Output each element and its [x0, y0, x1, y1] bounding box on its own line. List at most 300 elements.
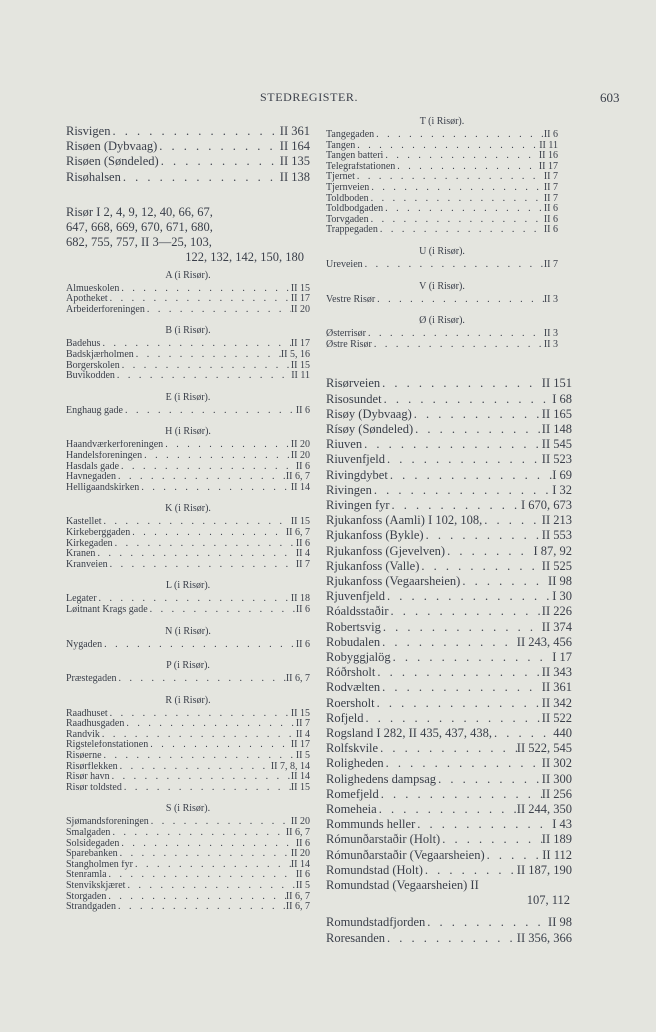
entry-reference: II 15 — [290, 517, 310, 528]
entry-name: Badehus — [66, 339, 101, 350]
dot-leader — [384, 756, 542, 771]
entry-name: Almueskolen — [66, 283, 120, 294]
entry-name: Storgaden — [66, 891, 107, 902]
index-entry — [66, 709, 310, 720]
index-entry — [66, 305, 310, 316]
entry-line: Romundstad (Vegaarsheien) II — [326, 878, 479, 893]
section-heading: A (i Risør). — [165, 269, 211, 281]
dot-leader — [119, 284, 291, 295]
dot-leader — [382, 392, 553, 407]
index-entry — [326, 513, 572, 528]
dot-leader — [445, 544, 533, 559]
section-heading: H (i Risør). — [165, 426, 211, 438]
index-entry — [326, 650, 572, 665]
entry-reference: II 11 — [539, 140, 558, 151]
entry-reference: 440 — [553, 725, 572, 740]
index-entry — [326, 696, 572, 711]
section-heading: R (i Risør). — [165, 694, 211, 706]
entry-reference: II 20 — [290, 304, 310, 315]
index-entry — [66, 751, 310, 762]
dot-leader — [142, 451, 291, 462]
dot-leader — [395, 162, 539, 173]
index-entry — [326, 392, 572, 407]
dot-leader — [362, 437, 542, 452]
entry-reference: II 17 — [538, 161, 558, 172]
entry-name: Rivingen — [326, 482, 372, 497]
index-entry — [326, 680, 572, 695]
entry-name: Rjukanfoss (Aamli) I 102, 108, — [326, 513, 483, 528]
entry-reference: II 6, 7 — [285, 527, 310, 538]
dot-leader — [116, 902, 286, 913]
dot-leader — [133, 860, 291, 871]
dot-leader — [148, 740, 291, 751]
entry-name: Stenramla — [66, 870, 107, 881]
dot-leader — [95, 549, 295, 560]
entry-name: Rivingen fyr — [326, 497, 390, 512]
entry-name: Risørveien — [326, 376, 381, 391]
risor-entry-line: 647, 668, 669, 670, 671, 680, — [66, 220, 213, 235]
risor-entry-line: 682, 755, 757, II 3—25, 103, — [66, 235, 212, 250]
entry-name: Tangegaden — [326, 130, 375, 140]
entry-reference: II 18 — [290, 594, 310, 605]
entry-reference: II 7 — [295, 719, 310, 730]
dot-leader — [108, 709, 291, 720]
index-entry — [66, 339, 310, 350]
entry-reference: II 6 — [543, 130, 558, 140]
entry-name: Rogsland I 282, II 435, 437, 438, — [326, 725, 492, 740]
entry-name: Ureveien — [326, 259, 363, 270]
section-heading: U (i Risør). — [419, 245, 465, 257]
index-entry — [66, 860, 310, 871]
index-entry — [326, 528, 572, 543]
index-entry — [66, 762, 310, 773]
entry-reference: I 43 — [552, 817, 572, 832]
entry-reference: II 374 — [541, 619, 572, 634]
index-entry — [326, 376, 572, 391]
index-entry — [326, 194, 558, 205]
dot-leader — [375, 295, 544, 306]
entry-name: Buvikodden — [66, 371, 115, 382]
index-entry — [326, 817, 572, 832]
entry-name: Roersholt — [326, 695, 375, 710]
dot-leader — [378, 741, 517, 756]
entry-reference: I 68 — [552, 391, 572, 406]
dot-leader — [355, 172, 544, 183]
risor-entry — [66, 205, 310, 266]
index-entry — [66, 154, 310, 169]
index-entry — [66, 462, 310, 473]
entry-reference: II 6, 7 — [285, 891, 310, 902]
index-entry — [326, 130, 558, 141]
dot-leader — [119, 462, 296, 473]
section-heading: L (i Risør). — [165, 580, 211, 592]
entry-name: Riuvenfjeld — [326, 452, 386, 467]
dot-leader — [385, 589, 552, 604]
entry-name: Rommunds heller — [326, 817, 416, 832]
entry-reference: II 553 — [541, 528, 572, 543]
index-entry — [66, 730, 310, 741]
dot-leader — [412, 407, 542, 422]
index-entry — [326, 711, 572, 726]
entry-name: Rofjeld — [326, 710, 364, 725]
entry-reference: II 7 — [543, 193, 558, 204]
index-entry — [66, 549, 310, 560]
index-entry — [66, 170, 310, 185]
index-entry — [66, 839, 310, 850]
index-entry — [326, 863, 572, 878]
index-entry — [326, 172, 558, 183]
entry-reference: II 7 — [543, 182, 558, 193]
index-entry — [66, 817, 310, 828]
entry-name: Róðrsholt — [326, 665, 376, 680]
running-header-title: STEDREGISTER. — [260, 90, 359, 104]
entry-reference: II 361 — [541, 680, 572, 695]
entry-reference: II 244, 350 — [516, 802, 572, 816]
entry-reference: II 6 — [295, 461, 310, 472]
dot-leader — [115, 371, 291, 382]
entry-reference: II 7 — [295, 559, 310, 570]
dot-leader — [364, 711, 542, 726]
entry-name: Østerrisør — [326, 329, 366, 340]
entry-reference: II 14 — [290, 859, 310, 870]
index-entry — [326, 340, 558, 351]
entry-name: Romeheia — [326, 802, 377, 816]
entry-name: Risøhalsen — [66, 169, 121, 184]
dot-leader — [380, 635, 517, 650]
index-entry — [66, 828, 310, 839]
index-entry — [66, 294, 310, 305]
entry-name: Romundstad (Holt) — [326, 862, 423, 877]
index-entry — [66, 849, 310, 860]
index-entry — [66, 517, 310, 528]
entry-name: Hasdals gade — [66, 461, 120, 472]
dot-leader — [145, 305, 291, 316]
index-entry — [326, 329, 558, 340]
dot-leader — [118, 762, 271, 773]
entry-reference: II 4 — [295, 729, 310, 740]
index-entry — [326, 295, 558, 306]
entry-name: Robertsvig — [326, 619, 381, 634]
dot-leader — [385, 452, 542, 467]
entry-name: Rodvælten — [326, 680, 381, 695]
dot-leader — [123, 406, 296, 417]
left-top-entries — [66, 124, 310, 185]
entry-name: Rjukanfoss (Valle) — [326, 558, 420, 573]
index-entry — [326, 544, 572, 559]
entry-name: Róaldsstaðir — [326, 604, 389, 619]
index-entry — [66, 870, 310, 881]
index-entry — [66, 740, 310, 751]
entry-name: Tjernet — [326, 172, 355, 183]
entry-reference: II 6 — [543, 204, 558, 215]
dot-leader — [117, 674, 286, 685]
entry-name: Rísøy (Søndeled) — [326, 421, 414, 436]
entry-reference: I 69 — [552, 467, 572, 482]
entry-name: Risøen (Søndeled) — [66, 154, 159, 169]
index-entry — [66, 361, 310, 372]
dot-leader — [97, 594, 291, 605]
section-heading: T (i Risør). — [419, 116, 465, 127]
section-heading: Ø (i Risør). — [419, 315, 465, 327]
entry-name: Rjukanfoss (Bykle) — [326, 528, 424, 543]
entry-name: Torvgaden — [326, 214, 369, 225]
index-entry — [66, 881, 310, 892]
dot-leader — [130, 528, 286, 539]
dot-leader — [100, 730, 296, 741]
entry-reference: II 151 — [541, 376, 572, 391]
index-entry — [326, 422, 572, 437]
entry-name: Risvigen — [66, 124, 111, 138]
entry-reference: II 3 — [543, 294, 558, 305]
risor-entry-line: 122, 132, 142, 150, 180 — [185, 250, 304, 265]
entry-name: Tangen — [326, 140, 356, 151]
index-entry — [66, 472, 310, 483]
dot-leader — [148, 605, 296, 616]
section-heading: S (i Risør). — [165, 803, 211, 815]
entry-name: Toldboden — [326, 193, 369, 204]
dot-leader — [110, 124, 279, 139]
entry-name: Kranen — [66, 549, 96, 560]
entry-reference: I 17 — [552, 649, 572, 664]
index-entry — [326, 498, 572, 513]
index-entry — [326, 483, 572, 498]
entry-reference: II 6, 7 — [285, 674, 310, 685]
entry-name: Rolighedens dampsag — [326, 771, 437, 786]
entry-reference: II 525 — [541, 558, 572, 573]
entry-name: Telegrafstationen — [326, 161, 396, 172]
dot-leader — [375, 696, 542, 711]
entry-reference: II 15 — [290, 360, 310, 371]
entry-name: Trappegaden — [326, 225, 378, 236]
dot-leader — [372, 483, 552, 498]
entry-reference: II 17 — [290, 740, 310, 751]
index-entry — [326, 741, 572, 756]
section-heading: B (i Risør). — [165, 325, 211, 337]
dot-leader — [436, 772, 542, 787]
entry-reference: II 6 — [543, 225, 558, 236]
dot-leader — [460, 574, 548, 589]
entry-reference: II 7 — [543, 259, 558, 270]
entry-reference: II 213 — [541, 513, 572, 528]
entry-name: Nygaden — [66, 639, 103, 650]
entry-name: Rómunðarstaðir (Vegaarsheien) — [326, 847, 485, 862]
dot-leader — [116, 472, 286, 483]
index-entry — [66, 350, 310, 361]
index-entry — [326, 787, 572, 802]
dot-leader — [118, 849, 291, 860]
entry-name: Stangholmen fyr — [66, 859, 133, 870]
entry-name: Løitnant Krags gade — [66, 604, 148, 615]
index-entry — [326, 162, 558, 173]
entry-reference: II 11 — [291, 371, 310, 382]
entry-reference: II 6 — [543, 214, 558, 225]
entry-reference: II 98 — [548, 915, 572, 930]
section-heading: V (i Risør). — [419, 280, 465, 292]
entry-reference: II 20 — [290, 440, 310, 451]
index-entry — [66, 594, 310, 605]
dot-leader — [113, 539, 296, 550]
section-heading: E (i Risør). — [165, 391, 211, 403]
index-entry — [66, 772, 310, 783]
entry-name: Kranveien — [66, 559, 108, 570]
entry-reference: II 3 — [543, 339, 558, 350]
entry-name: Rjukanfoss (Gjevelven) — [326, 543, 446, 558]
entry-name: Risørflekken — [66, 761, 118, 772]
index-entry — [326, 151, 558, 162]
entry-reference: II 16 — [538, 151, 558, 162]
dot-leader — [369, 194, 544, 205]
entry-name: Sjømandsforeningen — [66, 817, 149, 828]
entry-reference: II 6 — [295, 838, 310, 849]
dot-leader — [380, 376, 542, 391]
entry-reference: II 6 — [295, 604, 310, 615]
entry-reference: II 6, 7 — [285, 902, 310, 913]
dot-leader — [378, 225, 544, 236]
entry-name: Smalgaden — [66, 828, 111, 839]
dot-leader — [424, 528, 542, 543]
dot-leader — [100, 339, 290, 350]
index-entry — [326, 452, 572, 467]
entry-reference: II 138 — [279, 169, 310, 184]
index-entry — [326, 407, 572, 422]
entry-name: Legater — [66, 594, 97, 605]
index-entry — [326, 915, 572, 930]
entry-reference: II 226 — [541, 604, 572, 619]
dot-leader — [119, 839, 296, 850]
index-entry — [326, 589, 572, 604]
dot-leader — [108, 560, 296, 571]
entry-name: Riuven — [326, 437, 363, 452]
dot-leader — [374, 130, 544, 141]
index-entry — [66, 892, 310, 903]
dot-leader — [139, 483, 291, 494]
dot-leader — [440, 832, 542, 847]
dot-leader — [419, 559, 541, 574]
entry-name: Raadhuset — [66, 708, 108, 719]
index-entry — [326, 635, 572, 650]
index-entry — [326, 832, 572, 847]
dot-leader — [383, 151, 538, 162]
entry-reference: II 17 — [290, 339, 310, 350]
entry-name: Risøy (Dybvaag) — [326, 406, 412, 421]
index-entry — [326, 931, 572, 946]
dot-leader — [372, 340, 544, 351]
entry-reference: II 98 — [548, 573, 572, 588]
entry-reference: II 6, 7 — [285, 828, 310, 839]
entry-reference: II 20 — [290, 817, 310, 828]
entry-name: Badskjærholmen — [66, 350, 134, 360]
index-entry — [326, 665, 572, 680]
index-entry — [66, 605, 310, 616]
romundstad-vegaarsheien-entry — [326, 878, 572, 908]
right-sections — [326, 116, 572, 350]
entry-name: Stenvikskjæret — [66, 881, 126, 891]
entry-name: Enghaug gade — [66, 405, 123, 416]
index-entry — [66, 560, 310, 571]
dot-leader — [383, 204, 544, 215]
risor-entry-line: Risør I 2, 4, 9, 12, 40, 66, 67, — [66, 204, 213, 219]
entry-reference: II 361 — [279, 124, 310, 138]
entry-name: Tangen batteri — [326, 151, 384, 162]
dot-leader — [385, 931, 517, 946]
entry-reference: II 5, 16 — [280, 350, 310, 360]
entry-reference: II 4 — [295, 549, 310, 560]
entry-reference: II 6 — [295, 538, 310, 549]
dot-leader — [482, 513, 542, 528]
entry-name: Risøerne — [66, 751, 102, 762]
entry-name: Risør havn — [66, 772, 110, 783]
page-number: 603 — [600, 90, 620, 105]
index-entry — [66, 440, 310, 451]
entry-name: Handelsforeningen — [66, 450, 143, 461]
section-heading: K (i Risør). — [165, 503, 211, 515]
section-heading: N (i Risør). — [165, 625, 211, 637]
dot-leader — [413, 422, 542, 437]
entry-reference: II 545 — [541, 437, 572, 452]
entry-name: Apotheket — [66, 294, 108, 305]
entry-name: Rómunðarstaðir (Holt) — [326, 832, 441, 847]
entry-reference: II 165 — [541, 406, 572, 421]
dot-leader — [110, 772, 291, 783]
dot-leader — [363, 260, 544, 271]
dot-leader — [102, 640, 296, 651]
index-entry — [66, 674, 310, 685]
right-column — [326, 116, 572, 946]
entry-reference: I 30 — [552, 589, 572, 604]
entry-name: Rjukanfoss (Vegaarsheien) — [326, 573, 461, 588]
index-entry — [66, 406, 310, 417]
entry-name: Rivingdybet — [326, 467, 388, 482]
index-entry — [66, 539, 310, 550]
dot-leader — [415, 817, 552, 832]
entry-reference: II 189 — [541, 832, 572, 847]
dot-leader — [423, 863, 517, 878]
entry-line: 107, 112 — [526, 893, 570, 908]
dot-leader — [163, 440, 291, 451]
dot-leader — [380, 680, 542, 695]
entry-reference: II 7, 8, 14 — [270, 761, 310, 772]
entry-reference: II 343 — [541, 665, 572, 680]
entry-reference: II 6, 7 — [285, 472, 310, 483]
entry-reference: II 256 — [541, 786, 572, 801]
entry-name: Solsidegaden — [66, 838, 120, 849]
entry-name: Præstegaden — [66, 674, 117, 685]
dot-leader — [492, 726, 553, 741]
entry-reference: I 32 — [552, 482, 572, 497]
entry-reference: II 6 — [295, 405, 310, 416]
entry-reference: II 300 — [541, 771, 572, 786]
entry-reference: II 15 — [290, 708, 310, 719]
left-sections — [66, 270, 310, 913]
dot-leader — [106, 892, 285, 903]
entry-name: Strandgaden — [66, 902, 116, 913]
entry-name: Toldbodgaden — [326, 204, 384, 215]
dot-leader — [485, 848, 543, 863]
dot-leader — [157, 139, 280, 154]
entry-reference: II 5 — [295, 881, 310, 891]
dot-leader — [102, 751, 296, 762]
dot-leader — [391, 650, 553, 665]
index-entry — [326, 225, 558, 236]
entry-reference: II 6 — [295, 870, 310, 881]
entry-reference: II 302 — [541, 756, 572, 771]
entry-reference: II 148 — [541, 421, 572, 436]
index-entry — [326, 559, 572, 574]
dot-leader — [381, 620, 542, 635]
entry-reference: I 670, 673 — [520, 497, 572, 512]
dot-leader — [149, 817, 291, 828]
dot-leader — [102, 517, 291, 528]
